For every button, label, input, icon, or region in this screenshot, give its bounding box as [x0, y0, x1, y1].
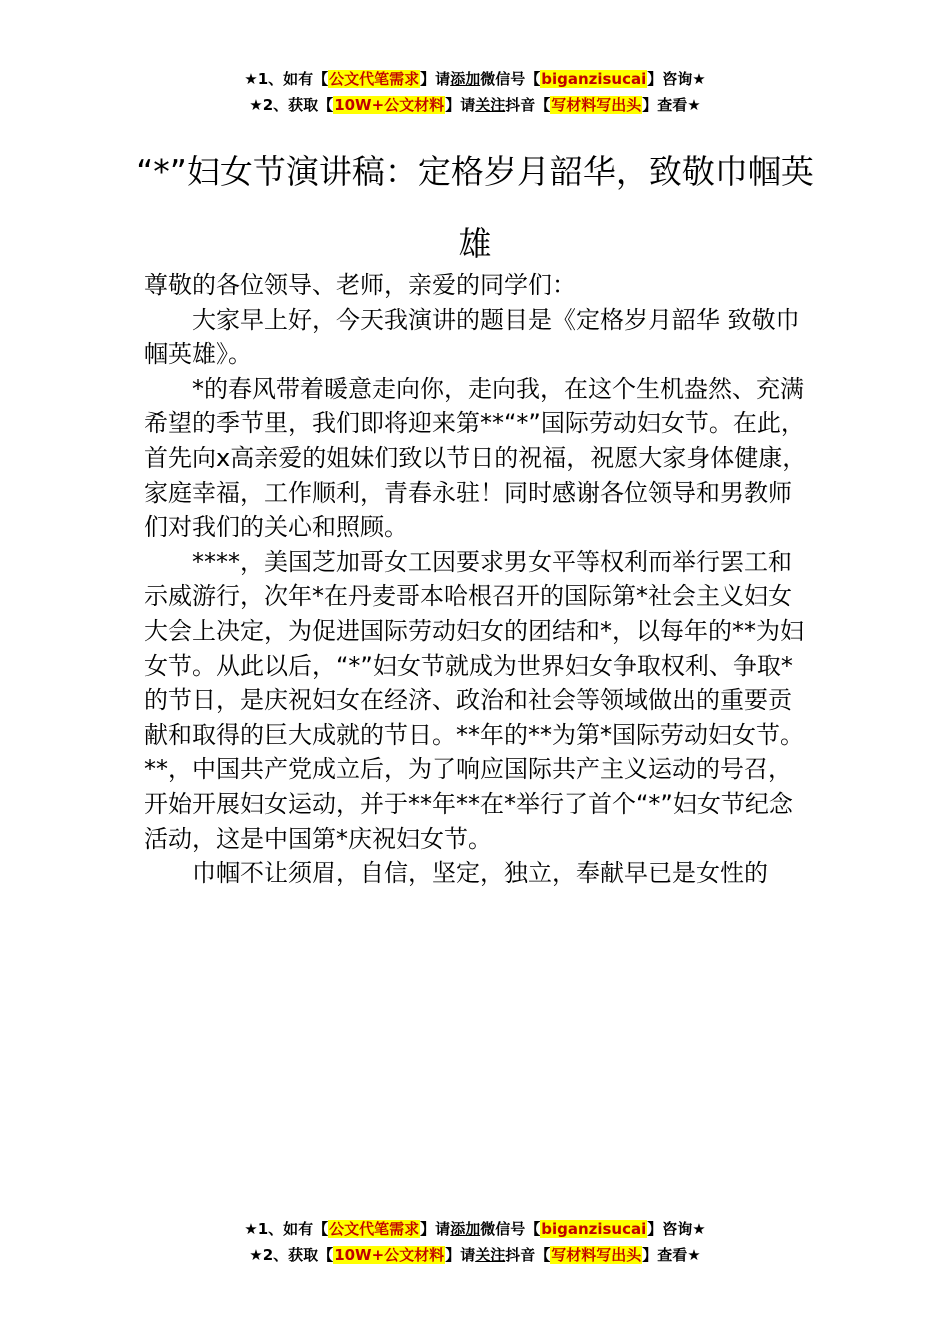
paragraph-intro: 大家早上好，今天我演讲的题目是《定格岁月韶华 致敬巾帼英雄》。 [144, 305, 800, 369]
highlight-ghostwriting: 公文代笔需求 [329, 1220, 420, 1238]
notice-text: 】请 [445, 96, 476, 114]
notice-text: 】请 [445, 1246, 476, 1264]
highlight-materials: 10W+公文材料 [334, 96, 445, 114]
notice-text: 】查看★ [642, 96, 701, 114]
highlight-ghostwriting: 公文代笔需求 [329, 70, 420, 88]
notice-text: 】查看★ [642, 1246, 701, 1264]
notice-text: 】咨询★ [647, 1220, 706, 1238]
notice-text: ★1、如有【 [244, 70, 329, 88]
paragraph-history: ****，美国芝加哥女工因要求男女平等权利而举行罢工和示威游行，次年*在丹麦哥本哈根召开的国际第*社会主义妇女大会上决定，为促进国际劳动妇女的团结和*，以每年的**为妇女节。从此以后，“*”妇女节就成为世界妇女争取权利、争取*的节日，是庆祝妇女在经济、政治和社会等领域做出的重要贡献和取得的巨大成就的节日。**年的**为第*国际劳动妇女节。**，中国共产党成立后，为了响应国际共产主义运动的号召，开始开展妇女运动，并于**年**在*举行了首个“*”妇女节纪念活动，这是中国第*庆祝妇女节。 [144, 547, 804, 853]
notice-text: 】咨询★ [647, 70, 706, 88]
header-notice-line-2 [0, 92, 950, 118]
highlight-douyin-account: 写材料写出头 [551, 96, 642, 114]
header-notice [0, 66, 950, 118]
header-notice-line-1 [0, 66, 950, 92]
highlight-wechat-id: biganzisucai [541, 1220, 647, 1238]
underline-add: 添加 [450, 70, 481, 88]
underline-add: 添加 [450, 1220, 481, 1238]
underline-follow: 关注 [475, 96, 506, 114]
highlight-wechat-id: biganzisucai [541, 70, 647, 88]
notice-text: ★1、如有【 [244, 1220, 329, 1238]
document-body [144, 268, 812, 891]
highlight-douyin-account: 写材料写出头 [551, 1246, 642, 1264]
salutation: 尊敬的各位领导、老师，亲爱的同学们： [144, 271, 576, 299]
notice-text: 】请 [420, 1220, 451, 1238]
underline-follow: 关注 [475, 1246, 506, 1264]
notice-text: 微信号【 [480, 70, 541, 88]
footer-notice-line-1 [0, 1216, 950, 1242]
notice-text: ★2、获取【 [249, 96, 334, 114]
document-title: “*”妇女节演讲稿：定格岁月韶华，致敬巾帼英雄 [136, 152, 814, 263]
footer-notice-line-2 [0, 1242, 950, 1268]
notice-text: 抖音【 [505, 96, 551, 114]
paragraph-greeting: *的春风带着暖意走向你，走向我，在这个生机盎然、充满希望的季节里，我们即将迎来第**“*”国际劳动妇女节。在此，首先向x高亲爱的姐妹们致以节日的祝福，祝愿大家身体健康，家庭幸福，工作顺利，青春永驻！同时感谢各位领导和男教师们对我们的关心和照顾。 [144, 374, 807, 542]
notice-text: 抖音【 [505, 1246, 551, 1264]
notice-text: 】请 [420, 70, 451, 88]
notice-text: ★2、获取【 [249, 1246, 334, 1264]
highlight-materials: 10W+公文材料 [334, 1246, 445, 1264]
paragraph-tribute: 巾帼不让须眉，自信，坚定，独立，奉献早已是女性的 [192, 859, 768, 888]
footer-notice [0, 1216, 950, 1268]
notice-text: 微信号【 [480, 1220, 541, 1238]
